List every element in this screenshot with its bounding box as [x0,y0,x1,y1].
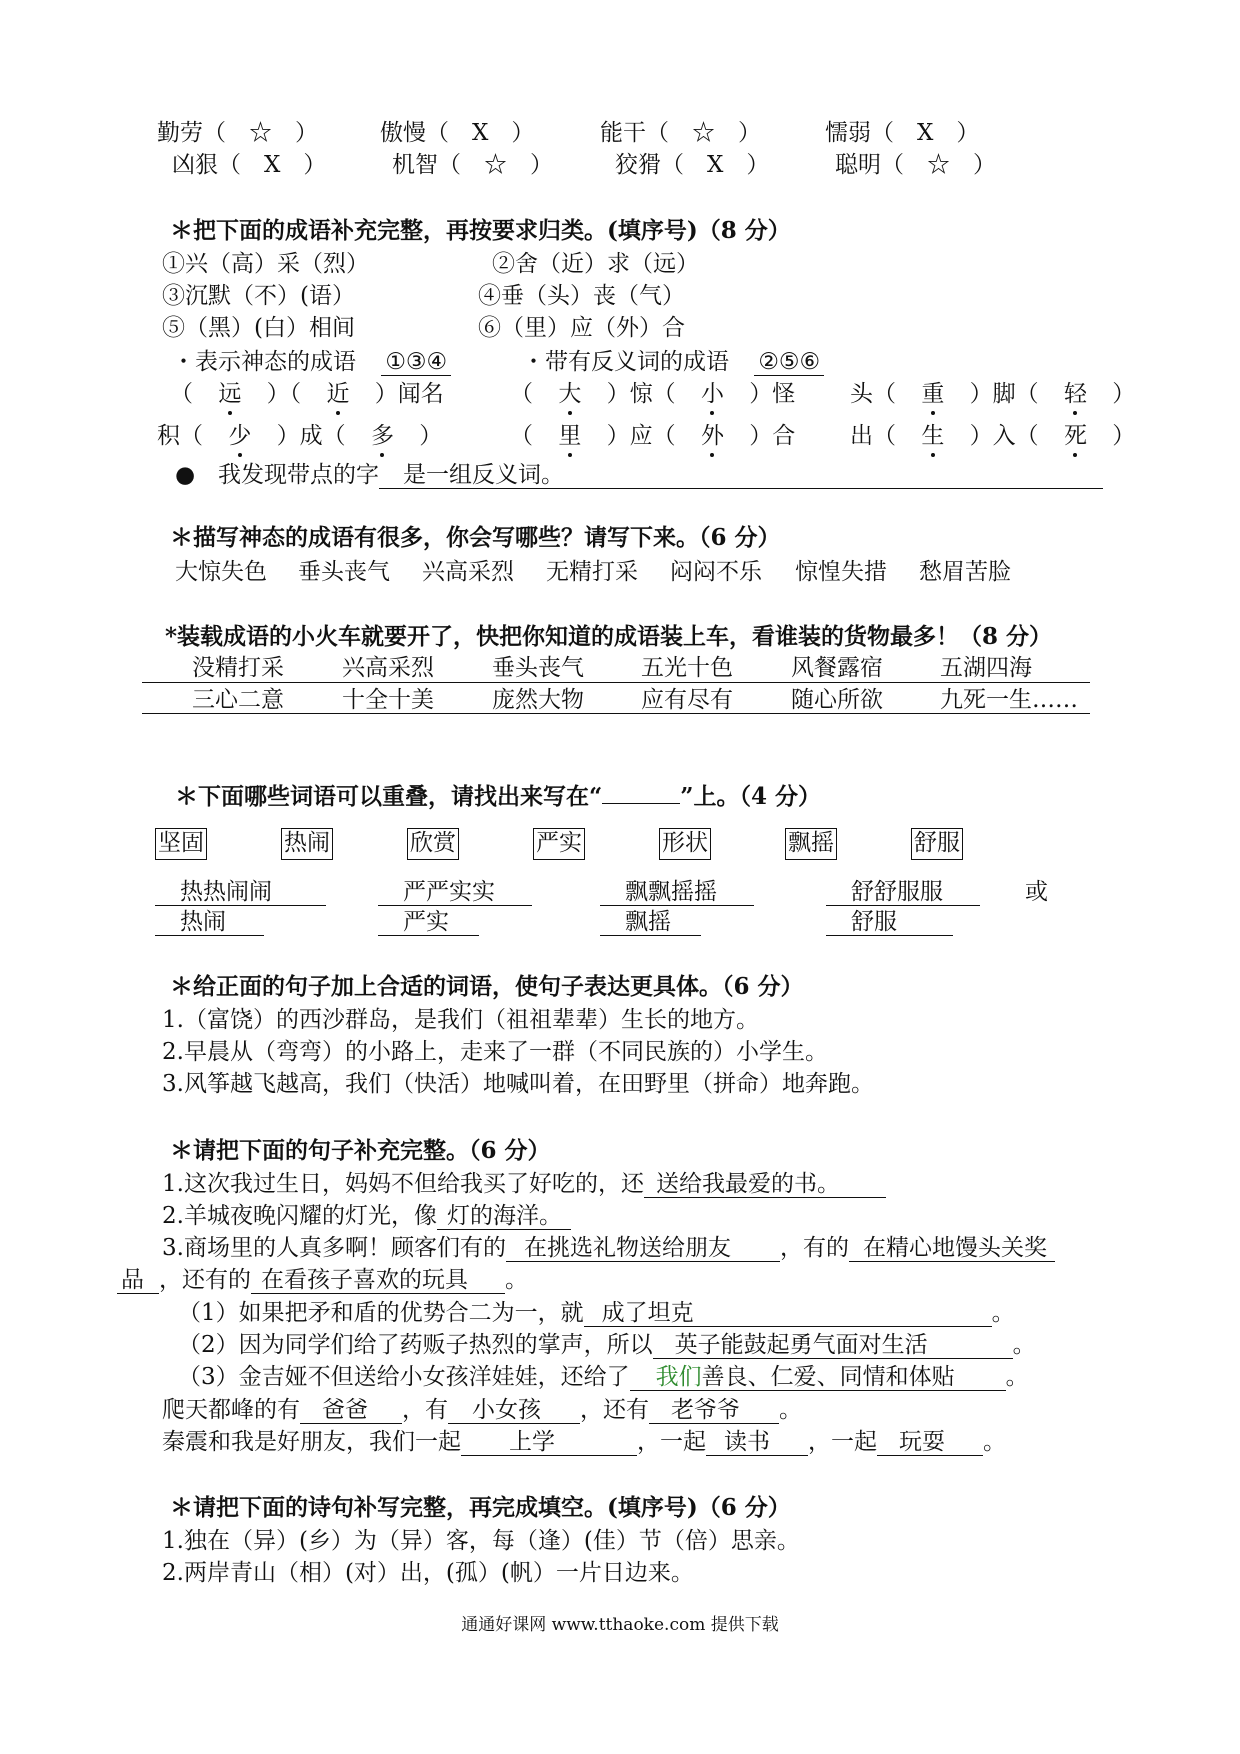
sentence-text: 2.羊城夜晚闪耀的灯光，像 [162,1203,437,1229]
train-idiom-8: 十全十美 [342,687,434,713]
section5-heading-end: ”上。（4 分） [680,783,821,810]
sentence-text: ，一起 [808,1429,877,1455]
answer-text: 飘摇 [600,909,701,936]
complete-p2 [178,1330,1036,1360]
discover-label: 我发现带点的字 [218,462,379,488]
dotted-char: 远 [218,381,242,407]
poem-line-1: 1.独在（异）(乡）为（异）客，每（逢）(佳）节（倍）思亲。 [162,1528,800,1554]
idiom-part: 应 [629,423,653,449]
expression-idiom-4: 无精打采 [546,559,638,585]
word-box-3 [407,828,459,860]
answer-text: 热闹 [155,909,264,936]
section8-heading: ＊请把下面的诗句补写完整，再完成填空。(填序号)（6 分） [170,1494,791,1521]
sentence-2: 2.早晨从（弯弯）的小路上，走来了一群（不同民族的）小学生。 [162,1039,828,1065]
sentence-text: 爬天都峰的有 [162,1397,300,1423]
train-idiom-3: 垂头丧气 [492,655,584,681]
answer-text: 读书 [706,1429,808,1456]
sentence-text: 。 [983,1429,1006,1455]
train-idiom-6: 五湖四海 [940,655,1032,681]
section2-heading: ＊把下面的成语补充完整，再按要求归类。(填序号)（8 分） [170,217,791,244]
idiom-part: 成 [299,423,323,449]
train-rule-2 [142,713,1090,714]
reduplication-6 [378,907,479,937]
reduplication-2 [378,877,532,907]
dotted-char: 里 [558,423,582,449]
page-footer: 通通好课网 www.tthaoke.com 提供下载 [461,1615,779,1635]
word-judge-1: 勤劳（ ☆ ） [157,120,318,146]
reduplication-3 [600,877,754,907]
category-1-label: ・表示神态的成语 [172,349,356,375]
reduplication-5 [155,907,264,937]
answer-text: 严实 [378,909,479,936]
discover-answer: 是一组反义词。 [379,462,1103,489]
reduplication-8 [826,907,953,937]
dotted-char: 小 [700,381,724,407]
complete-1 [162,1169,886,1199]
answer-highlight: 我们 [655,1364,702,1390]
dotted-char: 外 [700,423,724,449]
discover-line [218,460,1103,490]
sentence-text: 。 [1005,1364,1029,1390]
section5-heading [175,781,821,812]
answer-text: 英子能鼓起勇气面对生活 [653,1332,1013,1359]
answer-text: 舒服 [826,909,953,936]
antonym-group-5: （ 里 ）应（ 外 ）合 [510,423,796,449]
idiom-part: 脚 [992,381,1016,407]
word-box-7 [911,828,963,860]
answer-text: 在看孩子喜欢的玩具 [251,1267,505,1294]
answer-text: 小女孩 [448,1397,580,1424]
expression-idiom-6: 惊惶失措 [795,559,887,585]
word-judge-6: 机智（ ☆ ） [392,152,553,178]
answer-text: 爸爸 [300,1397,402,1424]
sentence-text: 。 [991,1300,1015,1326]
sentence-text: 秦震和我是好朋友，我们一起 [162,1429,461,1455]
dotted-char: 死 [1063,423,1087,449]
idiom-part: 怪 [772,381,796,407]
section3-heading: ＊描写神态的成语有很多，你会写哪些？请写下来。（6 分） [170,524,781,551]
reduplication-4 [826,877,980,907]
idiom-item-2: ②舍（近）求（远） [492,251,699,277]
dotted-char: 近 [326,381,350,407]
expression-idiom-5: 闷闷不乐 [670,559,762,585]
word-box-6 [785,828,837,860]
word-box-text: 形状 [659,828,711,860]
word-judge-2: 傲慢（ X ） [380,120,535,146]
antonym-group-2: （ 大 ）惊（ 小 ）怪 [510,381,796,407]
reduplication-1 [155,877,326,907]
answer-text: 老爷爷 [649,1397,779,1424]
answer-text: 舒舒服服 [826,879,980,906]
train-idiom-11: 随心所欲 [791,687,883,713]
idiom-item-5: ⑤（黑）(白）相间 [162,315,355,341]
answer-text: 送给我最爱的书。 [644,1171,886,1198]
word-box-text: 热闹 [281,828,333,860]
word-box-4 [533,828,585,860]
answer-text: 玩耍 [877,1429,983,1456]
blank-line [602,781,680,804]
dotted-char: 重 [921,381,945,407]
reduplication-7 [600,907,701,937]
antonym-group-4: 积（ 少 ）成（ 多 ） [157,423,443,449]
expression-idiom-3: 兴高采烈 [422,559,514,585]
sentence-text: 。 [1012,1332,1036,1358]
train-idiom-9: 庞然大物 [492,687,584,713]
idiom-item-1: ①兴（高）采（烈） [162,251,369,277]
word-box-2 [281,828,333,860]
idiom-item-4: ④垂（头）丧（气） [478,283,685,309]
sentence-text: ，有的 [779,1235,849,1261]
sentence-text: 。 [779,1397,802,1423]
word-judge-3: 能干（ ☆ ） [600,120,761,146]
antonym-group-1: （ 远 ）（ 近 ）闻名 [170,381,444,407]
sentence-text: （2）因为同学们给了药贩子热烈的掌声，所以 [178,1332,653,1358]
idiom-tail: 闻名 [397,381,444,407]
answer-text: 品 [117,1267,159,1294]
idiom-part: 惊 [629,381,653,407]
expression-idiom-7: 愁眉苦脸 [919,559,1011,585]
idiom-part: 入 [992,423,1016,449]
answer-text: 热热闹闹 [155,879,326,906]
answer-text: 在精心地馒头关奖 [849,1235,1055,1262]
sentence-3: 3.风筝越飞越高，我们（快活）地喊叫着，在田野里（拼命）地奔跑。 [162,1071,874,1097]
complete-2 [162,1201,571,1231]
complete-3-cont [117,1265,528,1295]
category-1-answer: ①③④ [381,349,451,376]
idiom-part: 积 [157,423,180,449]
train-idiom-1: 没精打采 [192,655,284,681]
word-judge-5: 凶狠（ X ） [172,152,327,178]
sentence-1: 1.（富饶）的西沙群岛，是我们（祖祖辈辈）生长的地方。 [162,1007,759,1033]
sentence-text: （3）金吉娅不但送给小女孩洋娃娃，还给了 [178,1364,630,1390]
idiom-item-6: ⑥（里）应（外）合 [478,315,685,341]
idiom-part: 出 [850,423,873,449]
sentence-text: （1）如果把矛和盾的优势合二为一，就 [178,1300,584,1326]
sentence-text: 。 [505,1267,528,1293]
answer-text: 严严实实 [378,879,532,906]
discover-bullet: ● [175,462,196,488]
word-box-text: 严实 [533,828,585,860]
complete-3 [162,1233,1055,1263]
section5-heading-start: ＊下面哪些词语可以重叠，请找出来写在“ [175,783,603,810]
section7-heading: ＊请把下面的句子补充完整。（6 分） [170,1137,551,1164]
friend-sentence [162,1427,1006,1457]
train-idiom-2: 兴高采烈 [342,655,434,681]
sentence-text: 3.商场里的人真多啊！顾客们有的 [162,1235,506,1261]
sentence-text: ，一起 [637,1429,706,1455]
word-box-text: 舒服 [911,828,963,860]
poem-line-2: 2.两岸青山（相）(对）出，(孤）(帆）一片日边来。 [162,1560,694,1586]
dotted-char: 轻 [1063,381,1087,407]
idiom-item-3: ③沉默（不）(语） [162,283,355,309]
word-box-text: 坚固 [155,828,207,860]
dotted-char: 大 [558,381,582,407]
category-1 [172,347,451,377]
sentence-text: ，还有 [580,1397,649,1423]
word-box-text: 飘摇 [785,828,837,860]
idiom-part: 合 [772,423,796,449]
idiom-part: 头 [850,381,873,407]
answer-text: 灯的海洋。 [437,1203,571,1230]
expression-idiom-2: 垂头丧气 [298,559,390,585]
antonym-group-6: 出（ 生 ）入（ 死 ） [850,423,1136,449]
train-rule-1 [142,682,1090,683]
or-label: 或 [1025,879,1048,905]
climb-sentence [162,1395,802,1425]
dotted-char: 生 [921,423,945,449]
word-box-5 [659,828,711,860]
answer-text: 善良、仁爱、同情和体贴 [701,1364,955,1390]
train-idiom-5: 风餐露宿 [791,655,883,681]
word-judge-8: 聪明（ ☆ ） [835,152,996,178]
word-box-1 [155,828,207,860]
word-judge-4: 懦弱（ X ） [825,120,980,146]
category-2 [522,347,824,377]
train-idiom-7: 三心二意 [192,687,284,713]
train-idiom-4: 五光十色 [641,655,733,681]
category-2-label: ・带有反义词的成语 [522,349,729,375]
train-idiom-10: 应有尽有 [641,687,733,713]
answer-text: 上学 [461,1429,637,1456]
dotted-char: 少 [228,423,252,449]
word-judge-7: 狡猾（ X ） [615,152,770,178]
expression-idiom-1: 大惊失色 [175,559,267,585]
complete-p3 [178,1362,1029,1392]
answer-text: 飘飘摇摇 [600,879,754,906]
category-2-answer: ②⑤⑥ [754,349,824,376]
answer-text: 在挑选礼物送给朋友 [506,1235,780,1262]
section4-heading: *装载成语的小火车就要开了，快把你知道的成语装上车，看谁装的货物最多！（8 分） [165,623,1053,650]
sentence-text: ，有 [402,1397,448,1423]
word-box-text: 欣赏 [407,828,459,860]
sentence-text: ，还有的 [159,1267,251,1293]
dotted-char: 多 [370,423,394,449]
sentence-text: 1.这次我过生日，妈妈不但给我买了好吃的，还 [162,1171,644,1197]
antonym-group-3: 头（ 重 ）脚（ 轻 ） [850,381,1136,407]
complete-p1 [178,1298,1015,1328]
answer-text: 成了坦克 [584,1300,992,1327]
train-idiom-12: 九死一生…… [940,687,1078,713]
section6-heading: ＊给正面的句子加上合适的词语，使句子表达更具体。（6 分） [170,973,804,1000]
